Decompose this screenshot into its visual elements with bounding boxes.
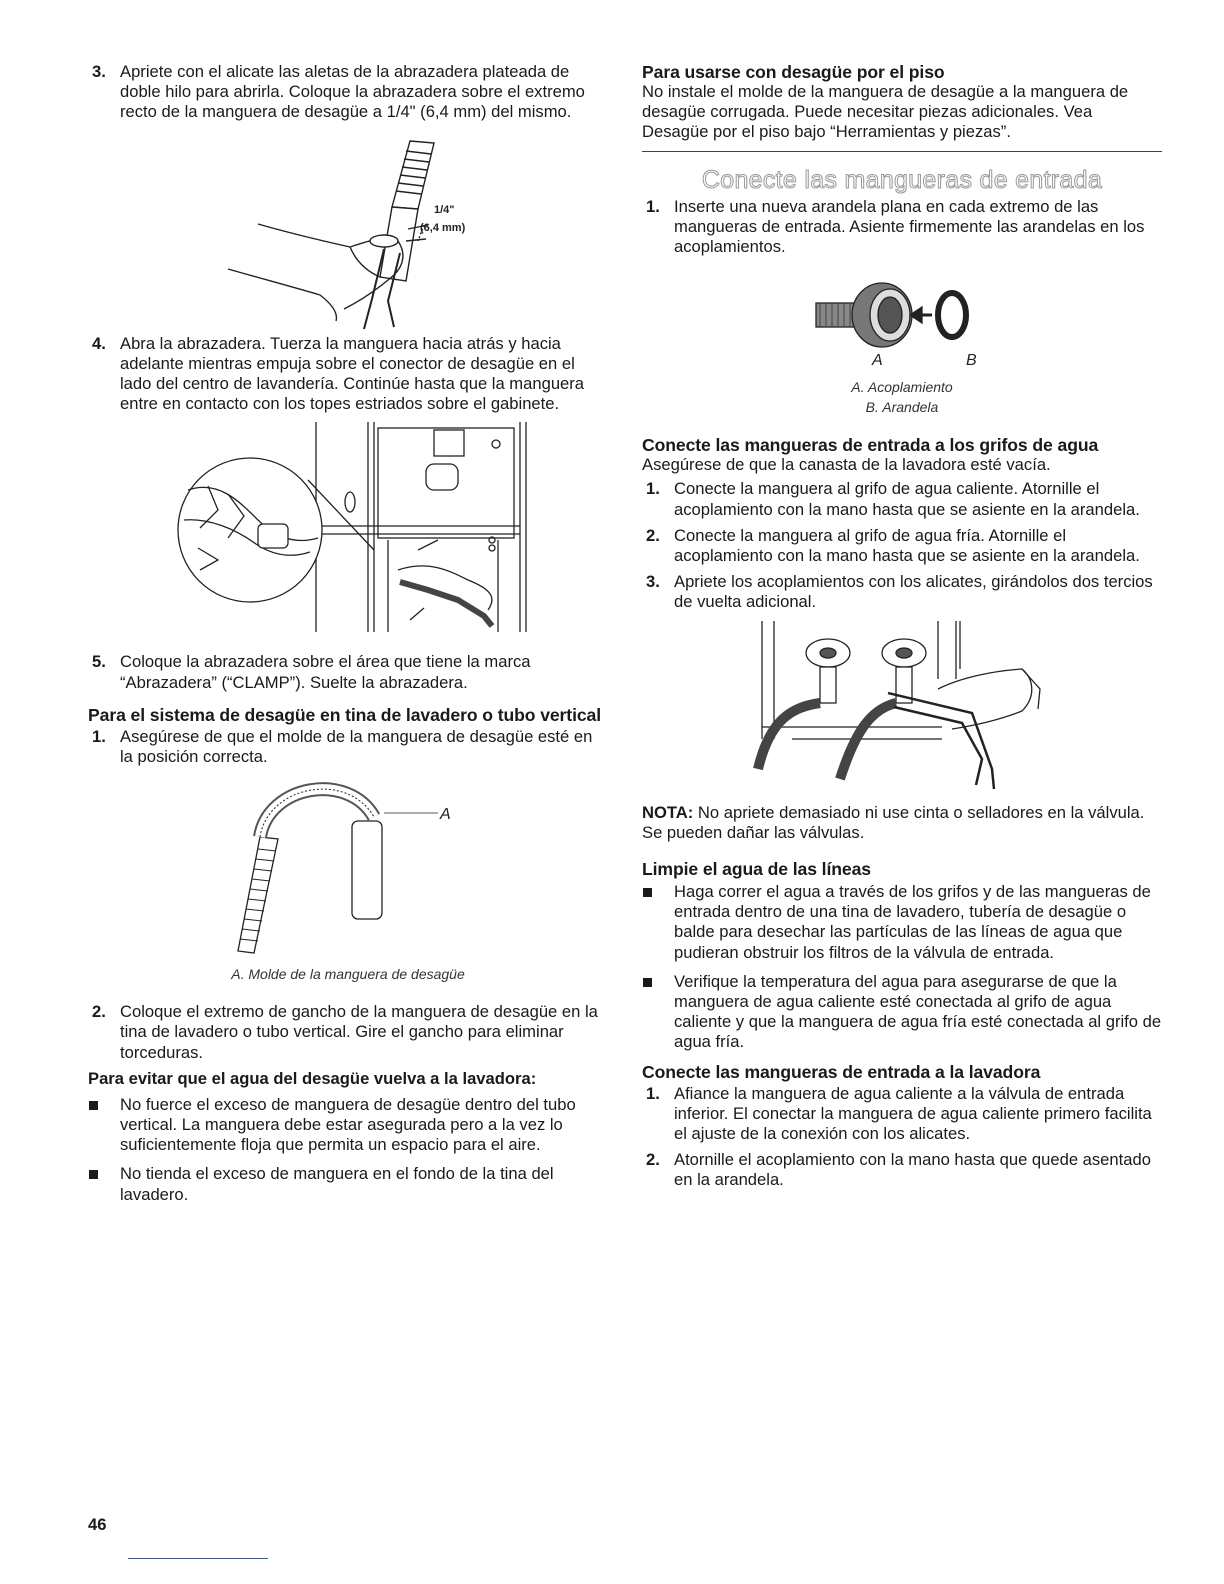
floor-drain-text: No instale el molde de la manguera de desagüe a la manguera de desagüe corrugada. Puede necesitar piezas adicionales. Vea Desagüe por el piso bajo “Herramientas y piezas”.	[642, 82, 1129, 142]
washer-step	[642, 1150, 1162, 1190]
form-label-a: A	[440, 806, 451, 824]
step-text: Coloque el extremo de gancho de la manguera de desagüe en la tina de lavadero o tubo vertical. Gire el gancho para eliminar torceduras.	[120, 1002, 598, 1062]
dimension-label-1: 1/4"	[434, 203, 455, 216]
footer-divider	[128, 1558, 268, 1559]
bullet-icon	[643, 888, 652, 897]
step-number: 3.	[646, 572, 660, 592]
label-a: A	[872, 352, 883, 370]
page-number: 46	[88, 1515, 107, 1534]
step-number: 3.	[92, 62, 106, 81]
faucet-step	[642, 526, 1162, 566]
step-number: 4.	[92, 333, 106, 353]
coupling-washer-illustration	[642, 263, 1162, 371]
step-4	[88, 334, 608, 415]
heading-flush-lines: Limpie el agua de las líneas	[642, 859, 871, 880]
drain-hose-form-illustration	[88, 777, 608, 962]
list-item	[88, 1164, 608, 1204]
bullet-icon	[89, 1170, 98, 1179]
step-text: Conecte la manguera al grifo de agua caliente. Atornille el acoplamiento con la mano hasta que se asiente en la arandela.	[674, 479, 1140, 519]
step-text: Conecte la manguera al grifo de agua fría. Atornille el acoplamiento con la mano hasta que se asiente en la arandela.	[674, 525, 1140, 566]
drain-form-caption: A. Molde de la manguera de desagüe	[231, 966, 465, 983]
washer-step	[642, 1084, 1162, 1145]
bullet-icon	[643, 978, 652, 987]
inlet-step-1	[642, 197, 1162, 258]
drain-connector-illustration	[88, 420, 608, 638]
subheading-prevent-backflow: Para evitar que el agua del desagüe vuelva a la lavadora:	[88, 1068, 537, 1088]
heading-floor-drain: Para usarse con desagüe por el piso	[642, 62, 945, 82]
step-number: 2.	[646, 525, 660, 545]
step-number: 1.	[646, 1083, 660, 1103]
faucet-step	[642, 572, 1162, 612]
step-3	[88, 62, 608, 123]
bullet-text: No fuerce el exceso de manguera de desagüe dentro del tubo vertical. La manguera debe estar asegurada pero a la vez lo suficientemente floja que permita un espacio para el aire.	[120, 1094, 576, 1155]
left-column	[88, 62, 608, 1214]
step-text: Afiance la manguera de agua caliente a la válvula de entrada inferior. El conectar la manguera de agua caliente primero facilita el ajuste de la conexión con los alicates.	[674, 1083, 1152, 1144]
step-number: 5.	[92, 652, 106, 672]
dimension-label-2: (6,4 mm)	[420, 221, 466, 234]
step-number: 1.	[646, 196, 660, 216]
note	[642, 803, 1162, 843]
bullet-icon	[89, 1101, 98, 1110]
step-number: 1.	[92, 726, 106, 746]
step-number: 1.	[646, 479, 660, 499]
bullet-text: Haga correr el agua a través de los grifos y de las mangueras de entrada dentro de una tina de lavadero, tubería de desagüe o balde para desechar las partículas de las líneas de agua que pudieran obstruir los filtros de la válvula de entrada.	[674, 882, 1151, 962]
step-text: Asegúrese de que el molde de la manguera de desagüe esté en la posición correcta.	[120, 726, 593, 767]
step-text: Inserte una nueva arandela plana en cada extremo de las mangueras de entrada. Asiente firmemente las arandelas en los acoplamientos.	[674, 196, 1145, 257]
step-text: Apriete los acoplamientos con los alicates, girándolos dos tercios de vuelta adicional.	[674, 572, 1153, 612]
step-5	[88, 652, 608, 692]
list-item	[642, 972, 1162, 1053]
step-number: 2.	[646, 1150, 660, 1170]
standpipe-step-1	[88, 727, 608, 767]
heading-standpipe: Para el sistema de desagüe en tina de lavadero o tubo vertical	[88, 704, 602, 725]
right-column	[642, 62, 1162, 1197]
step-text: Atornille el acoplamiento con la mano hasta que quede asentado en la arandela.	[674, 1150, 1151, 1190]
step-text: Apriete con el alicate las aletas de la abrazadera plateada de doble hilo para abrirla. Coloque la abrazadera sobre el extremo recto de la manguera de desagüe a 1/4" (6,4 mm) del mismo.	[120, 62, 585, 122]
section-title: Conecte las mangueras de entrada	[701, 165, 1103, 194]
list-item	[88, 1095, 608, 1156]
caption-coupling: A. Acoplamiento	[851, 379, 953, 396]
step-text: Coloque la abrazadera sobre el área que tiene la marca “Abrazadera” (“CLAMP”). Suelte la abrazadera.	[120, 652, 531, 692]
note-text: No apriete demasiado ni use cinta o selladores en la válvula. Se pueden dañar las válvulas.	[642, 802, 1145, 842]
list-item	[642, 882, 1162, 963]
heading-faucets: Conecte las mangueras de entrada a los grifos de agua	[642, 435, 1099, 456]
faucet-step	[642, 479, 1162, 519]
step-number: 2.	[92, 1002, 106, 1022]
bullet-text: Verifique la temperatura del agua para asegurarse de que la manguera de agua caliente esté conectada al grifo de agua caliente y que la manguera de agua fría esté conectada al grifo de agua fría.	[674, 971, 1162, 1052]
clamp-pliers-illustration	[88, 129, 608, 334]
bullet-text: No tienda el exceso de manguera en el fondo de la tina del lavadero.	[120, 1164, 554, 1204]
note-label: NOTA:	[642, 802, 694, 822]
step-text: Abra la abrazadera. Tuerza la manguera hacia atrás y hacia adelante mientras empuja sobre el conector de desagüe en el lado del centro de lavandería. Continúe hasta que la manguera entre en contacto con los topes estriados sobre el gabinete.	[120, 333, 585, 414]
standpipe-step-2	[88, 1002, 608, 1063]
label-b: B	[966, 352, 977, 370]
faucet-pliers-illustration	[642, 619, 1162, 799]
faucets-intro: Asegúrese de que la canasta de la lavadora esté vacía.	[642, 455, 1051, 475]
section-divider	[642, 151, 1162, 152]
caption-washer: B. Arandela	[865, 399, 939, 416]
heading-washer-connection: Conecte las mangueras de entrada a la lavadora	[642, 1061, 1041, 1082]
